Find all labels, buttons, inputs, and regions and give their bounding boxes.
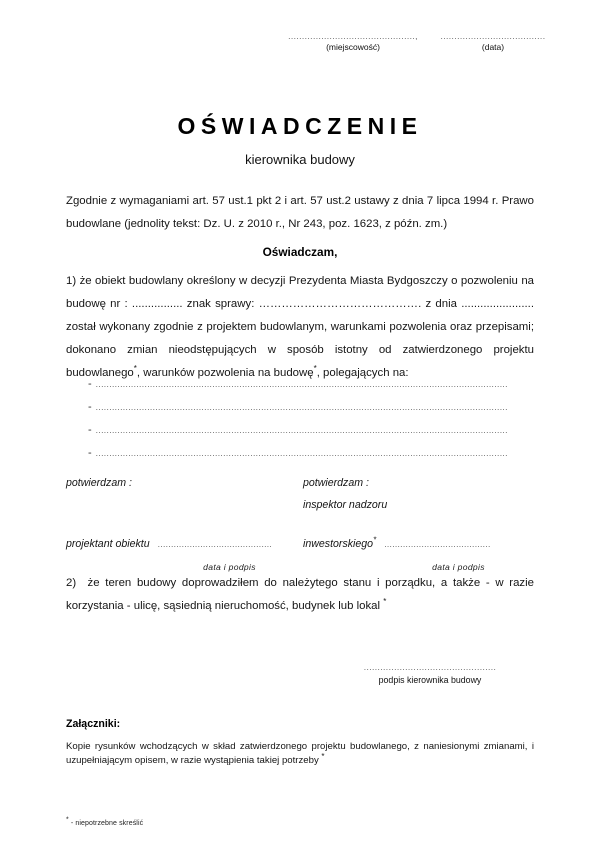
designer-confirmation-column: [66, 472, 303, 572]
entry-line[interactable]: [88, 378, 534, 401]
date-caption: (data): [481, 42, 505, 52]
manager-signature-field[interactable]: [330, 663, 530, 685]
designer-signature-caption: data i podpis: [203, 562, 256, 572]
footnote-text: - niepotrzebne skreślić: [70, 820, 144, 827]
designer-spacer-line: [66, 494, 303, 516]
inspector-signature-dots[interactable]: ........................................: [384, 539, 491, 549]
inspector-spacer-line: [303, 516, 534, 538]
entry-lines-group: [88, 378, 534, 470]
entry-dotted-line[interactable]: ........................................................................................................................................................: [95, 402, 508, 412]
entry-dash: -: [88, 401, 92, 413]
entry-dotted-line[interactable]: ........................................................................................................................................................: [95, 448, 508, 458]
designer-signature-row[interactable]: [66, 538, 303, 560]
document-title: OŚWIADCZENIE: [177, 113, 423, 139]
clause-1-text-c: , polegających na:: [316, 367, 409, 379]
header-fields: [278, 32, 548, 52]
entry-line[interactable]: [88, 424, 534, 447]
inspector-role-line-2: inwestorskiego*: [303, 535, 377, 550]
entry-line[interactable]: [88, 401, 534, 424]
entry-dotted-line[interactable]: ........................................................................................................................................................: [95, 379, 508, 389]
designer-role-label: projektant obiektu: [66, 538, 150, 550]
clause-1-number: 1): [66, 275, 77, 287]
date-field[interactable]: [438, 32, 548, 52]
inspector-role-star: *: [373, 535, 377, 545]
legal-reference-paragraph: Zgodnie z wymaganiami art. 57 ust.1 pkt 2 i art. 57 ust.2 ustawy z dnia 7 lipca 1994 r. Prawo budowlane (jednolity tekst: Dz. U. z 2010 r., Nr 243, poz. 1623, z późn. zm.): [66, 195, 534, 230]
date-dotted-line[interactable]: ......................................: [440, 32, 546, 41]
entry-dotted-line[interactable]: ........................................................................................................................................................: [95, 425, 508, 435]
footnote: [66, 816, 144, 827]
clause-1-text-b: , warunków pozwolenia na budowę: [136, 367, 314, 379]
attachments-title: Załączniki:: [66, 718, 121, 730]
attachments-star: *: [321, 751, 325, 761]
place-field[interactable]: [278, 32, 428, 52]
place-caption: (miejscowość): [326, 42, 380, 52]
manager-signature-caption: podpis kierownika budowy: [378, 675, 482, 685]
attachments-description: Kopie rysunków wchodzących w skład zatwierdzonego projektu budowlanego, z naniesionymi zmianami, i uzupełniającym opisem, w razie wystąpienia takiej potrzeby: [66, 741, 534, 766]
inspector-role-line-1: inspektor nadzoru: [303, 499, 388, 511]
inspector-confirmation-column: [303, 472, 534, 572]
manager-signature-dots[interactable]: ................................................: [363, 663, 497, 672]
designer-spacer-line-2: [66, 516, 303, 538]
designer-confirm-label: potwierdzam :: [66, 477, 132, 489]
clause-2-star: *: [383, 597, 387, 607]
entry-dash: -: [88, 378, 92, 390]
designer-signature-dots[interactable]: ...........................................: [157, 539, 273, 549]
attachments-text: [66, 740, 534, 768]
entry-dash: -: [88, 447, 92, 459]
clause-2-text: że teren budowy doprowadziłem do należytego stanu i porządku, a także - w razie korzystania - ulicę, sąsiednią nieruchomość, budynek lub lokal: [66, 577, 534, 612]
clause-1-paragraph: [66, 270, 534, 385]
inspector-confirm-label: potwierdzam :: [303, 477, 369, 489]
clause-1-text-a: że obiekt budowlany określony w decyzji Prezydenta Miasta Bydgoszczy o pozwoleniu na budowę nr : ................ znak sprawy: ……………………………………. z dnia ....................... został wykonany zgodnie z projektem budowlanym, warunkami pozwolenia oraz przepisami; dokonano zmian nieodstępujących w sposób istotny od zatwierdzonego projektu budowlanego: [66, 275, 534, 379]
declaration-heading: Oświadczam,: [262, 245, 338, 259]
clause-2-number: 2): [66, 577, 77, 589]
entry-dash: -: [88, 424, 92, 436]
confirmation-block: [66, 472, 534, 572]
document-subtitle: kierownika budowy: [245, 152, 355, 167]
entry-line[interactable]: [88, 447, 534, 470]
clause-1-star-1: *: [133, 364, 137, 374]
clause-1-star-2: *: [313, 364, 317, 374]
footnote-star: *: [66, 816, 69, 824]
place-dotted-line[interactable]: ..............................................,: [288, 32, 418, 41]
clause-2-paragraph: [66, 572, 534, 618]
inspector-signature-row[interactable]: [303, 535, 534, 560]
inspector-signature-caption: data i podpis: [432, 562, 485, 572]
